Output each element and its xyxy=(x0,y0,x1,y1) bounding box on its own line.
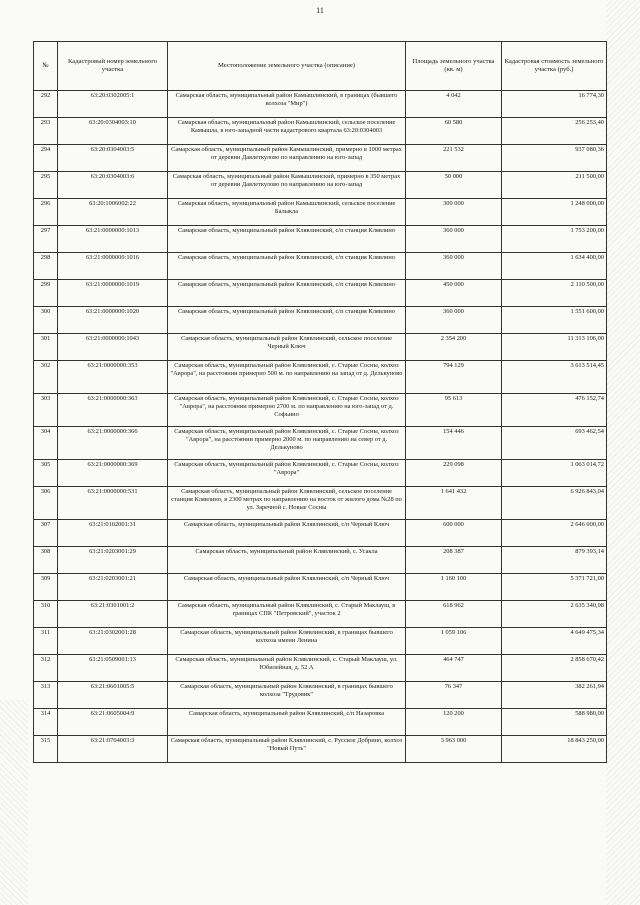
cell-cadastral: 63:21:0000000:369 xyxy=(58,460,168,487)
cell-cadastral: 63:21:0000000:1016 xyxy=(58,253,168,280)
cell-cost: 937 080,36 xyxy=(502,145,607,172)
cell-location: Самарская область, муниципальный район Камышлинский, сельское поселение Балыкла xyxy=(168,199,406,226)
cell-cost: 6 926 843,04 xyxy=(502,487,607,520)
cell-cadastral: 63:21:0000000:366 xyxy=(58,427,168,460)
cell-area: 229 098 xyxy=(406,460,502,487)
cell-location: Самарская область, муниципальный район Клявлинский, с/п станция Клявлино xyxy=(168,280,406,307)
cell-cost: 11 313 106,00 xyxy=(502,334,607,361)
cell-area: 154 446 xyxy=(406,427,502,460)
table-row xyxy=(34,628,607,655)
cell-area: 1 641 432 xyxy=(406,487,502,520)
cell-area: 300 000 xyxy=(406,199,502,226)
cell-no: 311 xyxy=(34,628,58,655)
cell-cost: 693 462,54 xyxy=(502,427,607,460)
cell-no: 293 xyxy=(34,118,58,145)
cell-cadastral: 63:21:0000000:1013 xyxy=(58,226,168,253)
cell-area: 221 532 xyxy=(406,145,502,172)
header-cadastral: Кадастровый номер земельного участка xyxy=(58,42,168,91)
cell-cost: 16 774,30 xyxy=(502,91,607,118)
cell-cadastral: 63:21:0102001:31 xyxy=(58,520,168,547)
cell-no: 307 xyxy=(34,520,58,547)
cell-cost: 3 613 514,45 xyxy=(502,361,607,394)
header-no: № xyxy=(34,42,58,91)
cell-location: Самарская область, муниципальный район Камышлинский, примерно в 1000 метрах от деревни Давлеткулово по направлению на юго-запад xyxy=(168,145,406,172)
table-row xyxy=(34,427,607,460)
cell-cost: 382 261,94 xyxy=(502,682,607,709)
table-row xyxy=(34,487,607,520)
table-row xyxy=(34,655,607,682)
cell-location: Самарская область, муниципальный район Клявлинский, с/п Назаровка xyxy=(168,709,406,736)
header-area: Площадь земельного участка (кв. м) xyxy=(406,42,502,91)
scan-noise-left xyxy=(0,700,28,905)
table-row xyxy=(34,253,607,280)
cell-area: 360 000 xyxy=(406,307,502,334)
cell-location: Самарская область, муниципальный район Клявлинский, с. Старый Маклауш, в границах СПК "Петровский", участок 2 xyxy=(168,601,406,628)
table-row xyxy=(34,91,607,118)
cell-cost: 5 371 721,00 xyxy=(502,574,607,601)
cell-no: 299 xyxy=(34,280,58,307)
cell-no: 300 xyxy=(34,307,58,334)
cell-cadastral: 63:20:0304003:10 xyxy=(58,118,168,145)
cell-no: 312 xyxy=(34,655,58,682)
cell-cadastral: 63:21:0203001:21 xyxy=(58,574,168,601)
cell-cadastral: 63:20:0302005:1 xyxy=(58,91,168,118)
table-row xyxy=(34,199,607,226)
cell-area: 50 000 xyxy=(406,172,502,199)
cell-location: Самарская область, муниципальный район Клявлинский, с/п станция Клявлино xyxy=(168,253,406,280)
cell-cadastral: 63:21:0704003:3 xyxy=(58,736,168,763)
table-row xyxy=(34,280,607,307)
cell-cost: 879 393,14 xyxy=(502,547,607,574)
cell-cadastral: 63:21:0605004:9 xyxy=(58,709,168,736)
land-plots-table xyxy=(33,41,607,763)
table-row xyxy=(34,394,607,427)
cell-cost: 2 646 000,00 xyxy=(502,520,607,547)
cell-location: Самарская область, муниципальный район Камышлинский, в границах (бывшего колхоза "Мир") xyxy=(168,91,406,118)
cell-cost: 256 253,40 xyxy=(502,118,607,145)
cell-cadastral: 63:21:0301001:2 xyxy=(58,601,168,628)
table-row xyxy=(34,460,607,487)
cell-no: 310 xyxy=(34,601,58,628)
cell-cadastral: 63:21:0000000:531 xyxy=(58,487,168,520)
cell-no: 303 xyxy=(34,394,58,427)
cell-cost: 588 980,00 xyxy=(502,709,607,736)
cell-cadastral: 63:21:0203001:29 xyxy=(58,547,168,574)
table-row xyxy=(34,361,607,394)
cell-area: 120 200 xyxy=(406,709,502,736)
cell-area: 60 580 xyxy=(406,118,502,145)
scan-noise-right xyxy=(606,0,640,905)
table-body xyxy=(34,91,607,763)
cell-no: 297 xyxy=(34,226,58,253)
cell-location: Самарская область, муниципальный район Клявлинский, с/п станция Клявлино xyxy=(168,226,406,253)
cell-location: Самарская область, муниципальный район Клявлинский, в границах бывшего колхоза "Трудовик" xyxy=(168,682,406,709)
cell-cost: 1 248 000,00 xyxy=(502,199,607,226)
table-row xyxy=(34,709,607,736)
cell-cadastral: 63:21:0601005:5 xyxy=(58,682,168,709)
cell-area: 464 747 xyxy=(406,655,502,682)
cell-no: 315 xyxy=(34,736,58,763)
cell-location: Самарская область, муниципальный район Клявлинский, с. Русское Добрино, колхоз "Новый Путь" xyxy=(168,736,406,763)
cell-cost: 1 753 200,00 xyxy=(502,226,607,253)
cell-area: 76 347 xyxy=(406,682,502,709)
table-row xyxy=(34,226,607,253)
cell-cadastral: 63:21:0000000:1043 xyxy=(58,334,168,361)
cell-cost: 2 858 670,42 xyxy=(502,655,607,682)
cell-cadastral: 63:21:0000000:363 xyxy=(58,394,168,427)
cell-cost: 211 500,00 xyxy=(502,172,607,199)
cell-cadastral: 63:21:0000000:1020 xyxy=(58,307,168,334)
table-row xyxy=(34,601,607,628)
cell-cost: 476 152,74 xyxy=(502,394,607,427)
cell-no: 302 xyxy=(34,361,58,394)
cell-location: Самарская область, муниципальный район Клявлинский, с. Усакла xyxy=(168,547,406,574)
cell-no: 294 xyxy=(34,145,58,172)
cell-area: 4 042 xyxy=(406,91,502,118)
table-row xyxy=(34,334,607,361)
cell-location: Самарская область, муниципальный район Клявлинский, сельское поселение станция Клявлино, в 2300 метрах по направлению на восток от жилого дома №28 по ул. Заречной с. Новые Сосны xyxy=(168,487,406,520)
cell-no: 305 xyxy=(34,460,58,487)
cell-no: 306 xyxy=(34,487,58,520)
cell-no: 314 xyxy=(34,709,58,736)
cell-area: 360 000 xyxy=(406,226,502,253)
table-row xyxy=(34,145,607,172)
cell-cost: 1 551 600,00 xyxy=(502,307,607,334)
cell-cost: 1 634 400,00 xyxy=(502,253,607,280)
cell-cost: 4 649 475,34 xyxy=(502,628,607,655)
cell-cadastral: 63:20:0304003:5 xyxy=(58,145,168,172)
cell-area: 95 613 xyxy=(406,394,502,427)
cell-location: Самарская область, муниципальный район Клявлинский, с. Старый Маклауш, ул. Юбилейная, д. 52 А xyxy=(168,655,406,682)
cell-cost: 2 635 340,98 xyxy=(502,601,607,628)
page-number: 11 xyxy=(316,6,324,15)
cell-cost: 18 843 250,00 xyxy=(502,736,607,763)
cell-area: 3 963 000 xyxy=(406,736,502,763)
cell-cadastral: 63:21:0509001:13 xyxy=(58,655,168,682)
cell-area: 600 000 xyxy=(406,520,502,547)
table-row xyxy=(34,118,607,145)
cell-cadastral: 63:20:0304003:6 xyxy=(58,172,168,199)
table-row xyxy=(34,574,607,601)
cell-no: 309 xyxy=(34,574,58,601)
cell-location: Самарская область, муниципальный район Клявлинский, в границах бывшего колхоза имени Ленина xyxy=(168,628,406,655)
cell-no: 292 xyxy=(34,91,58,118)
cell-location: Самарская область, муниципальный район Клявлинский, с/п Черный Ключ xyxy=(168,574,406,601)
cell-cost: 2 110 500,00 xyxy=(502,280,607,307)
cell-location: Самарская область, муниципальный район Клявлинский, с. Старые Сосны, колхоз "Аврора", на расстоянии примерно 500 м. по направлению на запад от д. Делькуново xyxy=(168,361,406,394)
table-row xyxy=(34,736,607,763)
header-location: Местоположение земельного участка (описание) xyxy=(168,42,406,91)
cell-cadastral: 63:21:0000000:353 xyxy=(58,361,168,394)
cell-location: Самарская область, муниципальный район Клявлинский, сельское поселение Черный Ключ xyxy=(168,334,406,361)
cell-no: 304 xyxy=(34,427,58,460)
cell-area: 1 059 106 xyxy=(406,628,502,655)
cell-area: 450 000 xyxy=(406,280,502,307)
cell-area: 2 354 200 xyxy=(406,334,502,361)
cell-area: 360 000 xyxy=(406,253,502,280)
cell-cost: 1 063 014,72 xyxy=(502,460,607,487)
cell-no: 295 xyxy=(34,172,58,199)
table-row xyxy=(34,520,607,547)
cell-location: Самарская область, муниципальный район Клявлинский, с/п Черный Ключ xyxy=(168,520,406,547)
cell-location: Самарская область, муниципальный район Клявлинский, с/п станция Клявлино xyxy=(168,307,406,334)
table-row xyxy=(34,547,607,574)
table-header-row xyxy=(34,42,607,91)
cell-location: Самарская область, муниципальный район Клявлинский, с. Старые Сосны, колхоз "Аврора", на расстоянии примерно 2000 м. по направлению на север от д. Делькуново xyxy=(168,427,406,460)
cell-cadastral: 63:21:0000000:1019 xyxy=(58,280,168,307)
cell-no: 301 xyxy=(34,334,58,361)
cell-location: Самарская область, муниципальный район Камышлинский, примерно в 350 метрах от деревни Давлеткулово по направлению на юго-запад xyxy=(168,172,406,199)
cell-area: 1 160 100 xyxy=(406,574,502,601)
cell-area: 794 129 xyxy=(406,361,502,394)
header-cost: Кадастровая стоимость земельного участка (руб.) xyxy=(502,42,607,91)
table-row xyxy=(34,307,607,334)
cell-area: 208 387 xyxy=(406,547,502,574)
cell-no: 313 xyxy=(34,682,58,709)
table-row xyxy=(34,682,607,709)
cell-location: Самарская область, муниципальный район Клявлинский, с. Старые Сосны, колхоз "Аврора" xyxy=(168,460,406,487)
cell-location: Самарская область, муниципальный район Камышлинский, сельское поселение Камышла, в юго-западной части кадастрового квартала 63:20:0304003 xyxy=(168,118,406,145)
table-row xyxy=(34,172,607,199)
cell-area: 618 962 xyxy=(406,601,502,628)
cell-no: 298 xyxy=(34,253,58,280)
cell-location: Самарская область, муниципальный район Клявлинский, с. Старые Сосны, колхоз "Аврора", на расстоянии примерно 2700 м. по направлению на юго-запад от д. Софьино xyxy=(168,394,406,427)
cell-no: 308 xyxy=(34,547,58,574)
cell-cadastral: 63:20:1006002:22 xyxy=(58,199,168,226)
cell-cadastral: 63:21:0302001:28 xyxy=(58,628,168,655)
cell-no: 296 xyxy=(34,199,58,226)
